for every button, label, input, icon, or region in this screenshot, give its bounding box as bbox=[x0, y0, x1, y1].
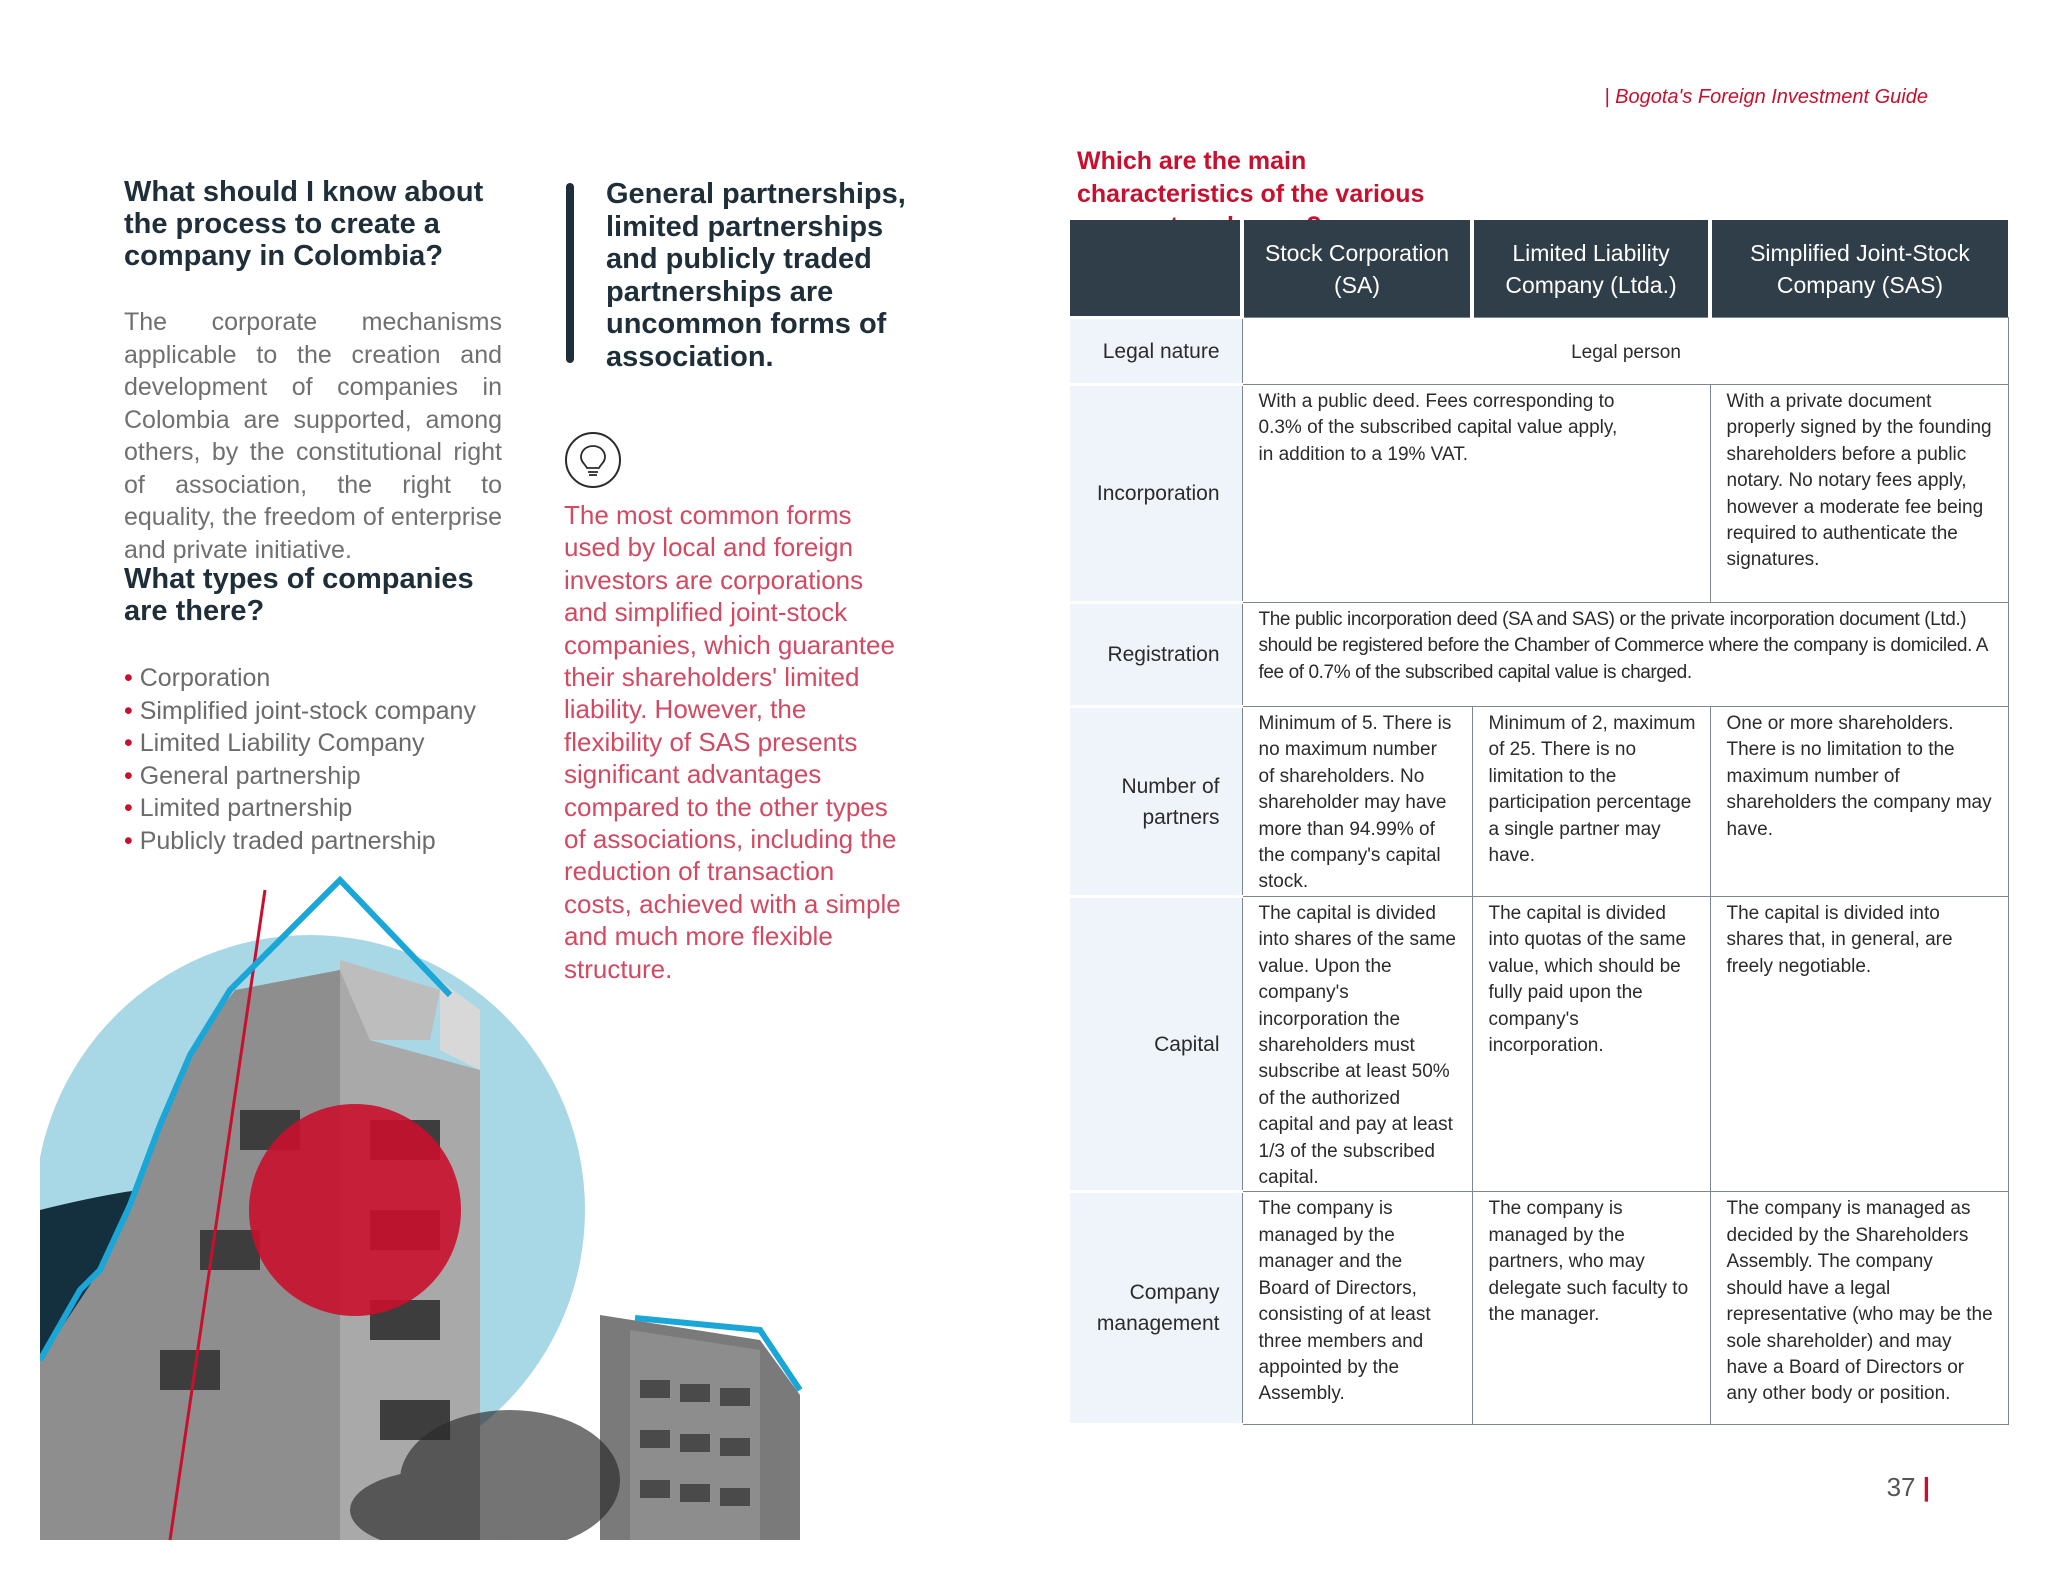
question-heading-process: What should I know about the process to create a company in Colombia? bbox=[124, 176, 484, 272]
page-number-bar: | bbox=[1922, 1472, 1930, 1502]
table-row bbox=[1070, 897, 2008, 1192]
cell-partners-sas: One or more shareholders. There is no limitation to the maximum number of shareholders the company may have. bbox=[1710, 707, 2008, 897]
header-ltda: Limited Liability Company (Ltda.) bbox=[1472, 220, 1710, 318]
pullquote: General partnerships, limited partnerships and publicly traded partnerships are uncommon forms of association. bbox=[606, 178, 906, 373]
incorporation-sa-ltda-text: With a public deed. Fees corresponding to 0.3% of the subscribed capital value apply, in addition to a 19% VAT. bbox=[1258, 391, 1618, 465]
list-item: • General partnership bbox=[124, 760, 544, 793]
header-sa: Stock Corporation (SA) bbox=[1242, 220, 1472, 318]
list-item: • Limited partnership bbox=[124, 792, 544, 825]
page-number bbox=[1860, 1472, 1930, 1503]
question-heading-types: What types of companies are there? bbox=[124, 563, 474, 627]
table-header-row bbox=[1070, 220, 2008, 318]
table-title: Which are the main characteristics of the various bbox=[1077, 147, 1425, 208]
row-label-registration: Registration bbox=[1070, 603, 1242, 707]
cell-capital-sas: The capital is divided into shares that, in general, are freely negotiable. bbox=[1710, 897, 2008, 1192]
cell-management-ltda: The company is managed by the partners, who may delegate such faculty to the manager. bbox=[1472, 1192, 1710, 1425]
running-header: | Bogota's Foreign Investment Guide bbox=[1604, 86, 1928, 108]
red-circle bbox=[249, 1104, 461, 1316]
cell-registration: The public incorporation deed (SA and SAS) or the private incorporation document (Ltd.) should be registered before the Chamber of Commerce where the company is domiciled. A fee of 0.7% of the subscribed capital value is charged. bbox=[1242, 603, 2008, 707]
highlight-paragraph: The most common forms used by local and foreign investors are corporations and simplified joint-stock companies, which guarantee their shareholders' limited liability. However, the flexibility of SAS presents significant advantages compared to the other types of associations, including the reduction of transaction costs, achieved with a simple and much more flexible structure. bbox=[564, 500, 901, 984]
row-label-legal-nature: Legal nature bbox=[1070, 318, 1242, 385]
cell-incorporation-sas: With a private document properly signed by the founding shareholders before a public notary. No notary fees apply, however a moderate fee being required to authenticate the signatures. bbox=[1710, 385, 2008, 603]
table-row bbox=[1070, 707, 2008, 897]
row-label-capital: Capital bbox=[1070, 897, 1242, 1192]
cell-capital-ltda: The capital is divided into quotas of the same value, which should be fully paid upon the company's incorporation. bbox=[1472, 897, 1710, 1192]
lightbulb-icon bbox=[564, 431, 622, 489]
pullquote-bar bbox=[566, 183, 574, 363]
table-row bbox=[1070, 603, 2008, 707]
table-row bbox=[1070, 1192, 2008, 1425]
row-label-incorporation: Incorporation bbox=[1070, 385, 1242, 603]
table-row bbox=[1070, 385, 2008, 603]
company-types-list bbox=[124, 662, 544, 857]
page-number-value: 37 bbox=[1886, 1472, 1916, 1502]
header-sas: Simplified Joint-Stock Company (SAS) bbox=[1710, 220, 2008, 318]
intro-paragraph: The corporate mechanisms applicable to the creation and development of companies in Colombia are supported, among others, by the constitutional right of association, the right to equality, the freedom of enterprise and private initiative. bbox=[124, 308, 502, 564]
table-row bbox=[1070, 318, 2008, 385]
list-item: • Publicly traded partnership bbox=[124, 825, 544, 858]
list-item: • Limited Liability Company bbox=[124, 727, 544, 760]
cell-partners-sa: Minimum of 5. There is no maximum number of shareholders. No shareholder may have more than 94.99% of the company's capital stock. bbox=[1242, 707, 1472, 897]
row-label-management: Company management bbox=[1070, 1192, 1242, 1425]
list-item: • Simplified joint-stock company bbox=[124, 695, 544, 728]
cell-partners-ltda: Minimum of 2, maximum of 25. There is no limitation to the participation percentage a single partner may have. bbox=[1472, 707, 1710, 897]
cell-incorporation-sa-ltda bbox=[1242, 385, 1710, 603]
cell-management-sa: The company is managed by the manager and the Board of Directors, consisting of at least three members and appointed by the Assembly. bbox=[1242, 1192, 1472, 1425]
header-empty bbox=[1070, 220, 1242, 318]
row-label-partners: Number of partners bbox=[1070, 707, 1242, 897]
corporate-schemes-table bbox=[1070, 220, 2009, 1426]
list-item: • Corporation bbox=[124, 662, 544, 695]
cell-capital-sa: The capital is divided into shares of the same value. Upon the company's incorporation the shareholders must subscribe at least 50% of the authorized capital and pay at least 1/3 of the subscribed capital. bbox=[1242, 897, 1472, 1192]
cell-management-sas: The company is managed as decided by the Shareholders Assembly. The company should have a legal representative (who may be the sole shareholder) and may have a Board of Directors or any other body or position. bbox=[1710, 1192, 2008, 1425]
cell-legal-nature: Legal person bbox=[1242, 318, 2008, 385]
